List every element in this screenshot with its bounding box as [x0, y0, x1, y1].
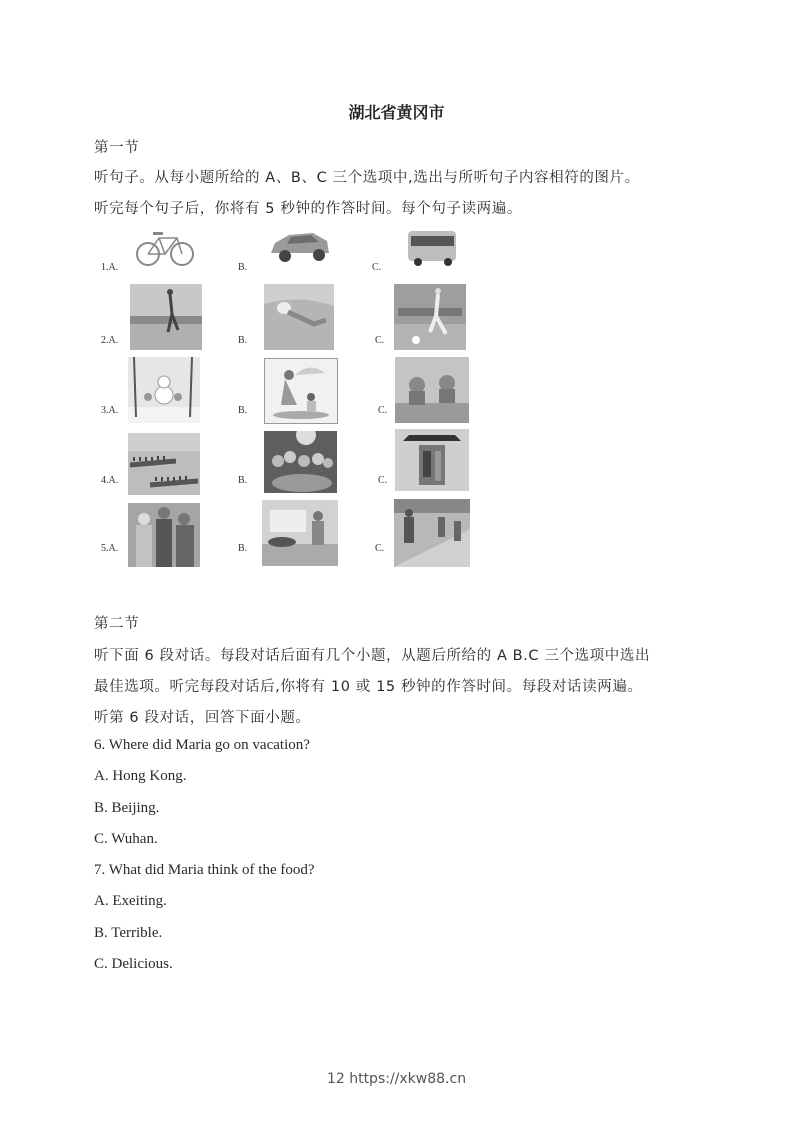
- section2-heading: 第二节: [94, 616, 140, 632]
- page-footer: 12 https://xkw88.cn: [326, 1071, 467, 1087]
- q3-label-b: B.: [238, 405, 248, 416]
- section2-instruction-3: 听第 6 段对话，回答下面小题。: [94, 710, 311, 726]
- cleaning-room-image: [262, 500, 338, 566]
- question-7-stem: 7. What did Maria think of the food?: [94, 862, 315, 878]
- section1-heading: 第一节: [94, 140, 140, 156]
- autumn-children-image: [395, 357, 469, 423]
- family-dinner-moon-image: [264, 431, 337, 493]
- running-on-beach-image: [130, 284, 202, 350]
- q4-label-a: 4.A.: [101, 475, 119, 486]
- q2-label-a: 2.A.: [101, 335, 119, 346]
- q4-label-c: C.: [378, 475, 388, 486]
- q1-label-a: 1.A.: [101, 262, 119, 273]
- section1-instruction-1: 听句子。从每小题所给的 A、B、C 三个选项中,选出与所听句子内容相符的图片。: [94, 170, 640, 186]
- playing-soccer-image: [394, 284, 466, 350]
- q4-label-b: B.: [238, 475, 248, 486]
- question-7-option-c: C. Delicious.: [94, 956, 173, 972]
- q3-label-c: C.: [378, 405, 388, 416]
- bicycle-image: [133, 226, 197, 270]
- volunteers-visiting-elderly-image: [128, 503, 200, 567]
- q5-label-a: 5.A.: [101, 543, 119, 554]
- bus-image: [404, 227, 458, 269]
- q5-label-b: B.: [238, 543, 248, 554]
- snowman-winter-image: [128, 357, 200, 423]
- section1-instruction-2: 听完每个句子后，你将有 5 秒钟的作答时间。每个句子读两遍。: [94, 201, 522, 217]
- question-7-option-a: A. Exeiting.: [94, 893, 167, 909]
- umbrella-rain-image: [264, 358, 338, 424]
- q3-label-a: 3.A.: [101, 405, 119, 416]
- question-6-option-b: B. Beijing.: [94, 800, 160, 816]
- q1-label-b: B.: [238, 262, 248, 273]
- section2-instruction-2: 最佳选项。听完每段对话后,你将有 10 或 15 秒钟的作答时间。每段对话读两遍。: [94, 679, 643, 695]
- q2-label-b: B.: [238, 335, 248, 346]
- question-6-stem: 6. Where did Maria go on vacation?: [94, 737, 310, 753]
- q1-label-c: C.: [372, 262, 382, 273]
- page-title: 湖北省黄冈市: [348, 103, 445, 122]
- q5-label-c: C.: [375, 543, 385, 554]
- car-image: [265, 225, 335, 267]
- swimming-image: [264, 284, 334, 350]
- question-7-option-b: B. Terrible.: [94, 925, 163, 941]
- section2-instruction-1: 听下面 6 段对话。每段对话后面有几个小题，从题后所给的 A B.C 三个选项中选出: [94, 648, 651, 664]
- q2-label-c: C.: [375, 335, 385, 346]
- question-6-option-a: A. Hong Kong.: [94, 768, 187, 784]
- dragon-boat-race-image: [128, 433, 200, 495]
- spring-festival-door-image: [395, 429, 469, 491]
- question-6-option-c: C. Wuhan.: [94, 831, 158, 847]
- sweeping-street-image: [394, 499, 470, 567]
